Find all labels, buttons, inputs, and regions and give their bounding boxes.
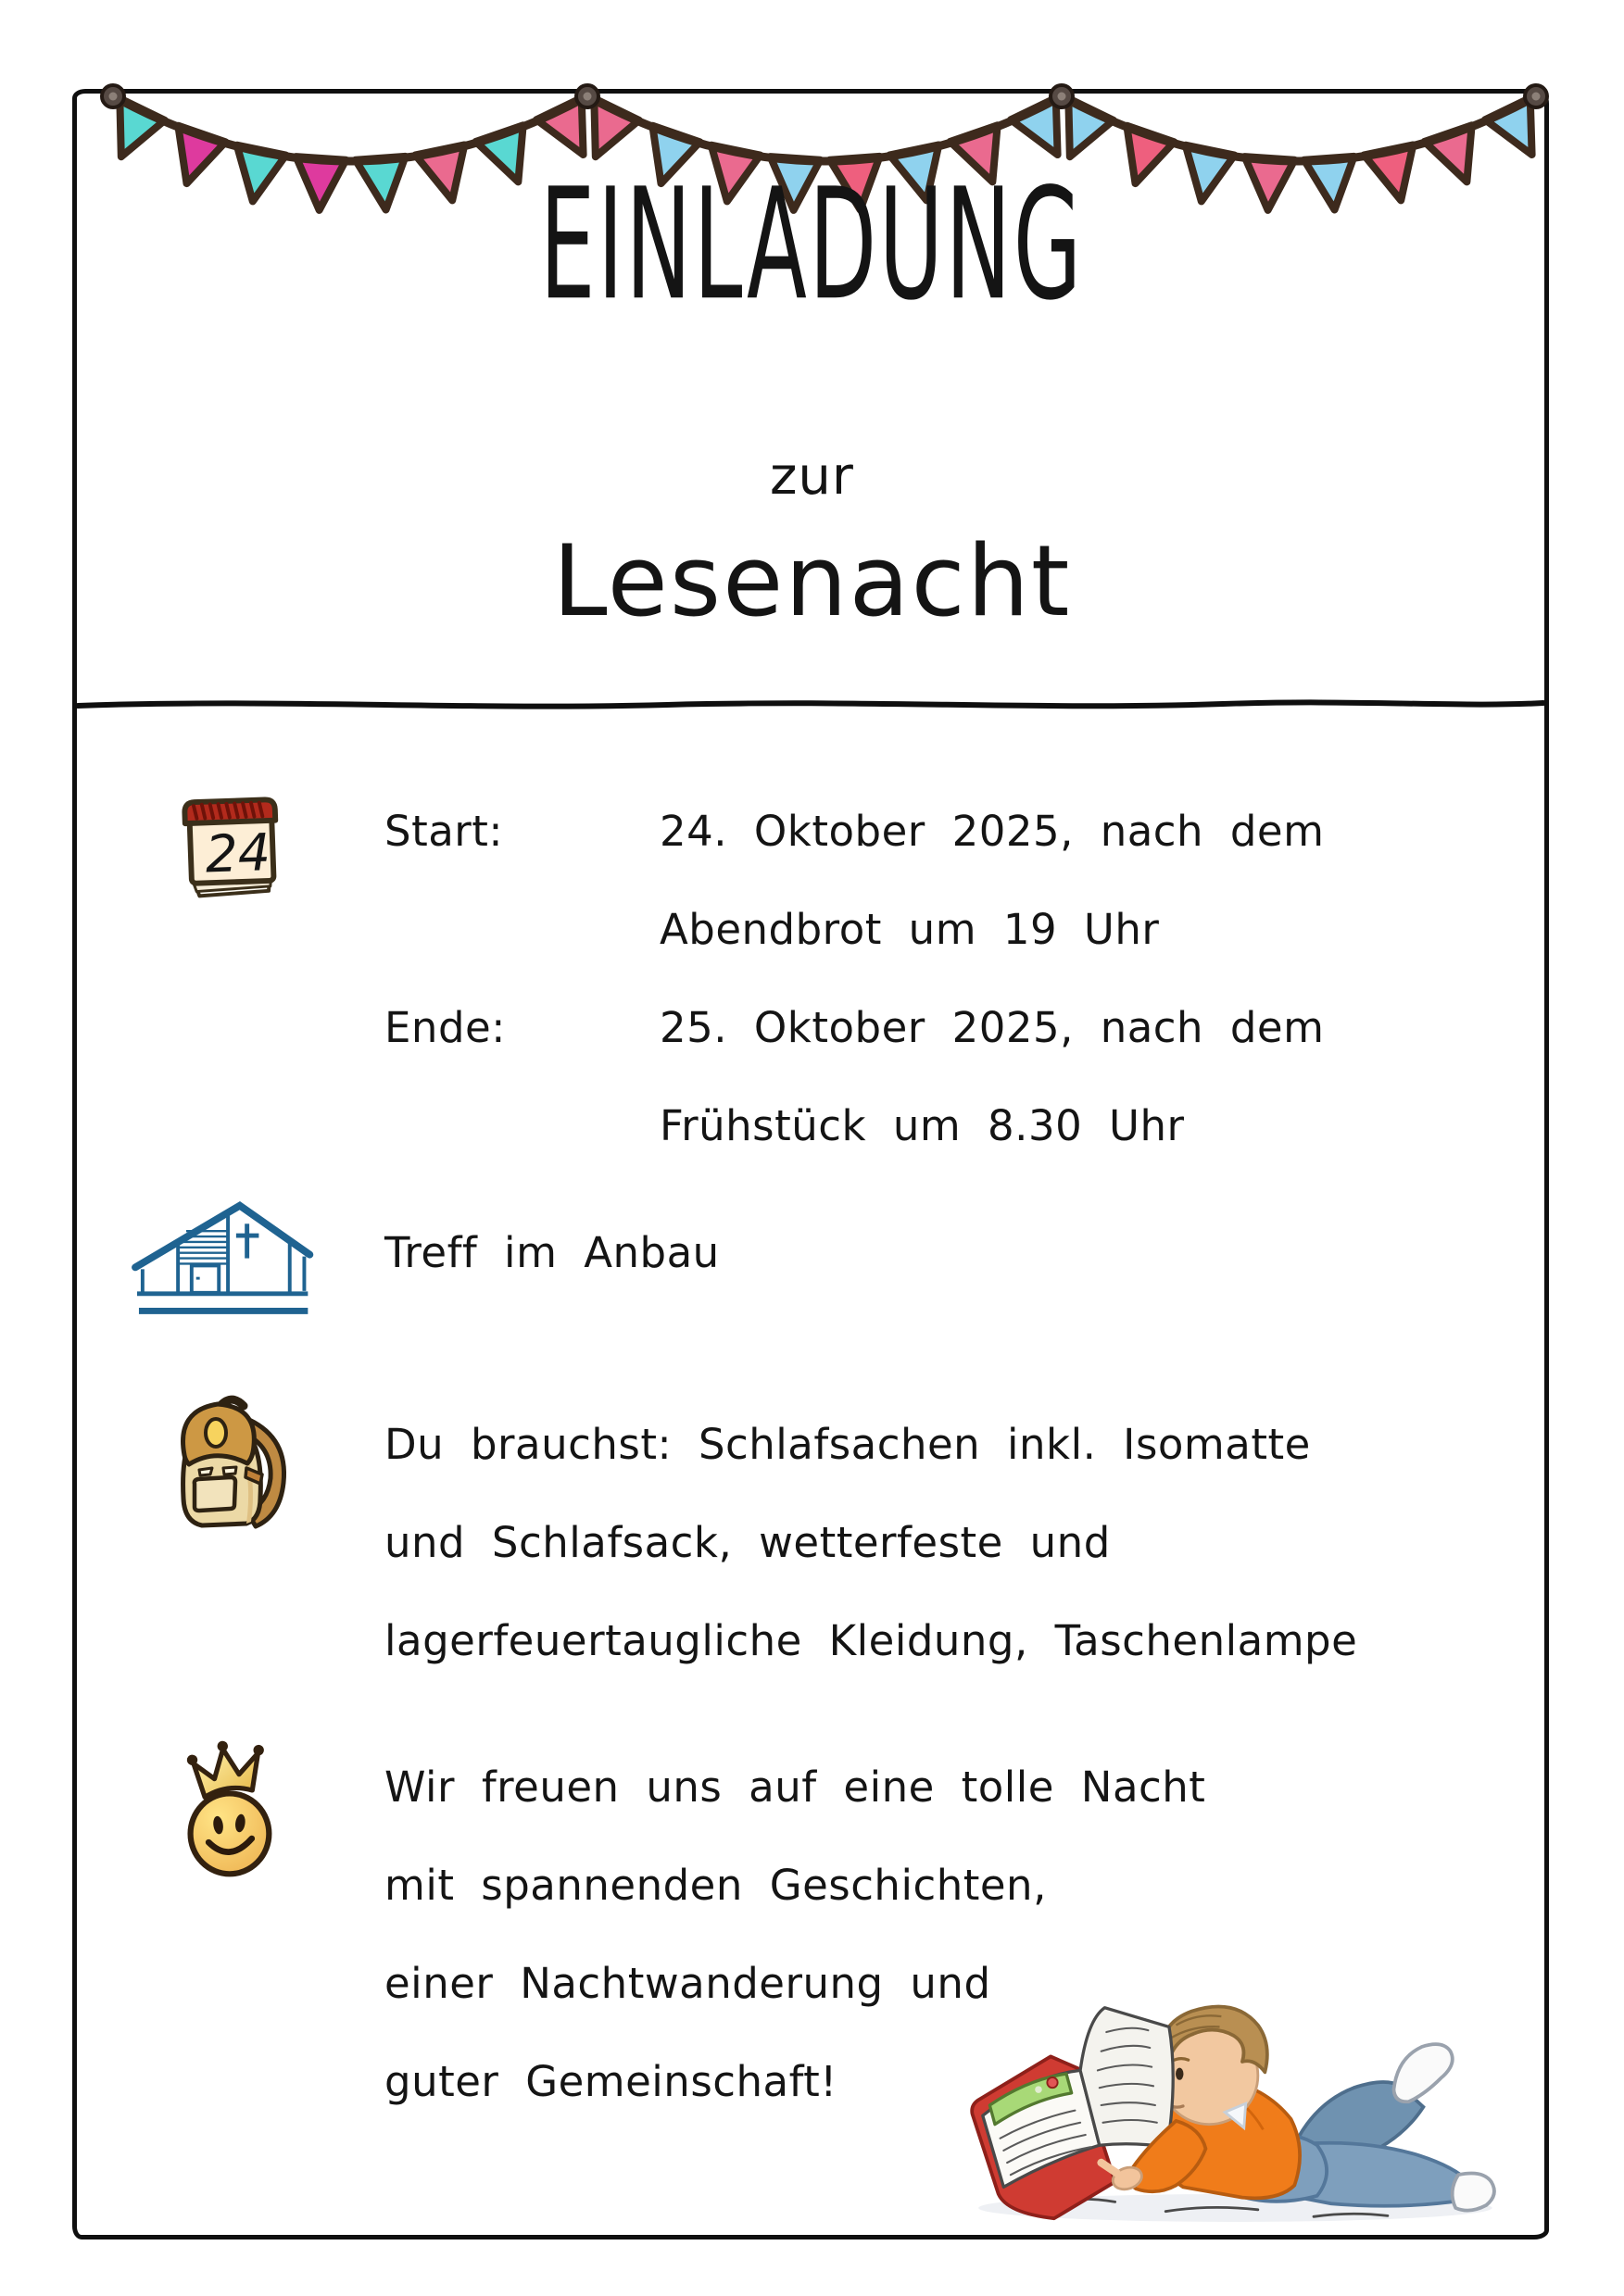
church-icon <box>125 1191 336 1332</box>
schedule-end-line1: 25. Oktober 2025, nach dem <box>660 1003 1325 1052</box>
page-title-text: EINLADUNG <box>540 156 1084 335</box>
schedule-text <box>384 783 1544 1175</box>
smiley-icon-cell <box>77 1738 384 1879</box>
bring-line-3: lagerfeuertaugliche Kleidung, Taschenlampe <box>384 1616 1358 1665</box>
event-title: Lesenacht <box>552 524 1072 638</box>
closing-line-3: einer Nachtwanderung und <box>384 1959 991 2008</box>
backpack-icon-cell <box>77 1388 384 1537</box>
calendar-day-number: 24 <box>204 823 271 885</box>
bring-row <box>77 1396 1544 1690</box>
page-subtitle: zur <box>770 446 854 507</box>
bunting-string <box>113 96 1536 161</box>
boy-reading-illustration <box>941 1975 1512 2236</box>
schedule-start-line1: 24. Oktober 2025, nach dem <box>660 807 1325 856</box>
schedule-end-label: Ende: <box>384 1003 506 1052</box>
bring-text <box>384 1396 1544 1690</box>
schedule-spacer <box>384 881 660 979</box>
bring-line-2: und Schlafsack, wetterfeste und <box>384 1518 1111 1567</box>
schedule-row <box>77 783 1544 1175</box>
closing-line-4: guter Gemeinschaft! <box>384 2057 837 2106</box>
page-title <box>0 156 1624 335</box>
backpack-icon <box>160 1388 301 1537</box>
closing-line-1: Wir freuen uns auf eine tolle Nacht <box>384 1763 1206 1812</box>
schedule-start-label: Start: <box>384 807 504 856</box>
location-text: Treff im Anbau <box>384 1228 720 1277</box>
crown-smiley-icon <box>174 1738 287 1879</box>
closing-line-2: mit spannenden Geschichten, <box>384 1861 1047 1910</box>
location-row <box>77 1204 1544 1332</box>
calendar-icon-cell <box>77 792 384 901</box>
church-icon-cell <box>77 1191 384 1332</box>
calendar-icon <box>171 792 290 901</box>
schedule-spacer <box>384 1077 660 1175</box>
schedule-start-line2: Abendbrot um 19 Uhr <box>660 905 1160 954</box>
schedule-end-line2: Frühstück um 8.30 Uhr <box>660 1101 1185 1150</box>
divider-line <box>74 695 1547 717</box>
pin-icon <box>102 85 1547 107</box>
bring-line-1: Du brauchst: Schlafsachen inkl. Isomatte <box>384 1420 1311 1469</box>
